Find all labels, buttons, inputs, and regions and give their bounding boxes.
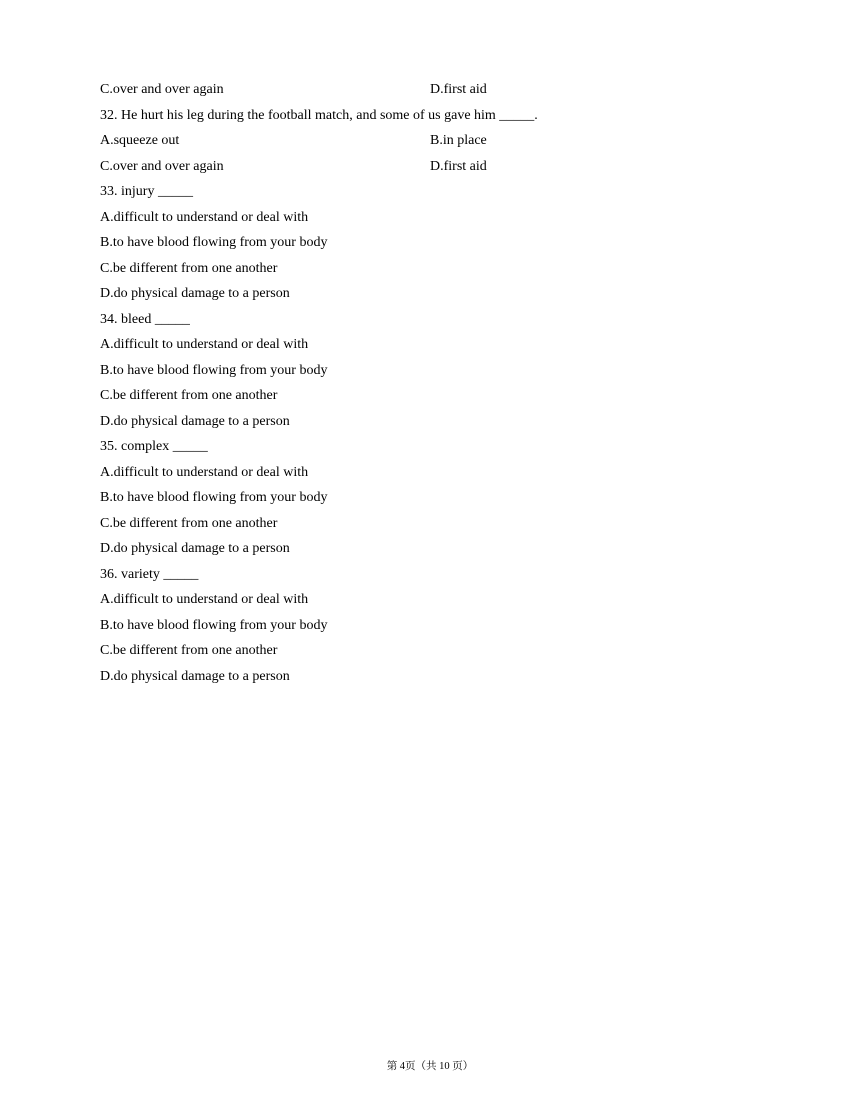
document-body (100, 77, 800, 689)
option-d: D.do physical damage to a person (100, 668, 290, 684)
option-d: D.first aid (430, 82, 487, 97)
option-a: A.squeeze out (100, 133, 180, 148)
question-35-stem: 35. complex _____ (100, 439, 208, 454)
option-a: A.difficult to understand or deal with (100, 592, 309, 607)
option-b: B.to have blood flowing from your body (100, 490, 328, 505)
option-b: B.to have blood flowing from your body (100, 235, 328, 250)
question-34-stem: 34. bleed _____ (100, 311, 190, 327)
option-c: C.be different from one another (100, 388, 278, 403)
option-row (100, 128, 800, 154)
question-33-stem: 33. injury _____ (100, 184, 193, 199)
page-number-footer: 第 4页（共 10 页） (386, 1061, 474, 1072)
question-32-stem: 32. He hurt his leg during the football match, and some of us gave him _____. (100, 107, 538, 123)
option-row (100, 154, 800, 180)
option-c: C.over and over again (100, 82, 224, 97)
option-a: A.difficult to understand or deal with (100, 209, 309, 225)
option-a: A.difficult to understand or deal with (100, 337, 309, 352)
option-b: B.to have blood flowing from your body (100, 617, 328, 633)
option-d: D.do physical damage to a person (100, 413, 290, 429)
option-c: C.over and over again (100, 158, 224, 174)
option-c: C.be different from one another (100, 260, 278, 276)
option-d: D.do physical damage to a person (100, 286, 290, 301)
option-c: C.be different from one another (100, 643, 278, 658)
option-row (100, 77, 800, 103)
option-d: D.first aid (430, 158, 487, 174)
option-a: A.difficult to understand or deal with (100, 464, 309, 480)
option-b: B.in place (430, 133, 487, 148)
question-36-stem: 36. variety _____ (100, 566, 199, 582)
option-b: B.to have blood flowing from your body (100, 362, 328, 378)
option-c: C.be different from one another (100, 515, 278, 531)
option-d: D.do physical damage to a person (100, 541, 290, 556)
